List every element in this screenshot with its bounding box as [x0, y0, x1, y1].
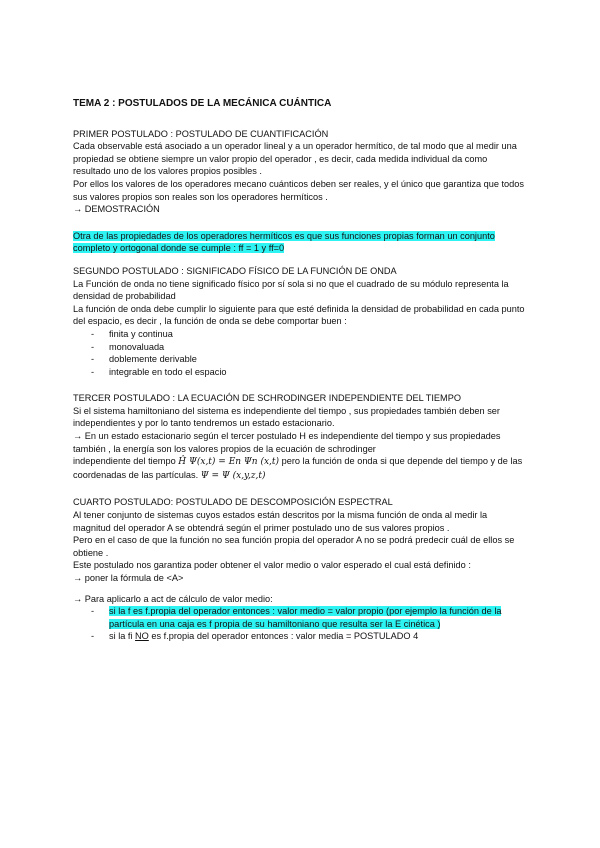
underlined-word: NO — [135, 631, 149, 642]
paragraph: Cada observable está asociado a un operador lineal y a un operador hermítico, de tal modo que al medir una propiedad se obtiene siempre un valor propio del operador , es decir, cada medida individual da como resultado uno de los valores propios posibles . — [73, 141, 517, 177]
arrow-note: → Para aplicarlo a act de cálculo de valor medio: — [73, 593, 273, 604]
paragraph-with-math — [73, 455, 525, 482]
paragraph: La función de onda debe cumplir lo siguiente para que esté definida la densidad de probabilidad en cada punto del espacio, es decir , la función de onda se debe comportar buen : — [73, 303, 525, 327]
bullet-list — [73, 328, 525, 378]
paragraph: → En un estado estacionario según el tercer postulado H es independiente del tiempo y sus propiedades también , la energía son los valores propios de la ecuación de schrodinger — [73, 431, 501, 454]
text-fragment: si la fi — [109, 631, 136, 642]
list-item: - doblemente derivable — [73, 353, 525, 366]
paragraph: Al tener conjunto de sistemas cuyos estados están descritos por la misma función de onda al medir la magnitud del operador A se obtendrá según el primer postulado uno de sus valores propios . — [73, 510, 488, 533]
paragraph: La Función de onda no tiene significado físico por sí sola si no que el cuadrado de su módulo representa la densidad de probabilidad — [73, 278, 509, 302]
document-page — [73, 98, 525, 653]
paragraph: Por ellos los valores de los operadores mecano cuánticos deben ser reales, y el único que garantiza que todos sus valores propios son reales son los operadores hermíticos . — [73, 178, 524, 202]
paragraph: Pero en el caso de que la función no sea función propia del operador A no se podrá predecir cuál de ellos se obtiene . — [73, 535, 515, 558]
paragraph: Este postulado nos garantiza poder obtener el valor medio o valor esperado el cual está definido : — [73, 560, 471, 571]
wavefunction-expression: Ψ = Ψ (x,y,z,t) — [200, 470, 266, 481]
page-title: TEMA 2 : POSTULADOS DE LA MECÁNICA CUÁNTICA — [73, 98, 332, 109]
section-segundo-postulado — [73, 265, 525, 378]
text-fragment: es f.propia del operador entonces : valor media = POSTULADO 4 — [148, 631, 419, 642]
list-item — [73, 630, 525, 643]
highlighted-note — [73, 230, 525, 255]
bullet-list — [73, 605, 525, 643]
section-heading: CUARTO POSTULADO: POSTULADO DE DESCOMPOSICIÓN ESPECTRAL — [73, 497, 393, 508]
section-primer-postulado — [73, 128, 525, 216]
section-cuarto-postulado — [73, 496, 525, 643]
highlighted-text: Otra de las propiedades de los operadores hermíticos es que sus funciones propias forman un conjunto completo y ortogonal donde se cumple : ff = 1 y ff=0 — [73, 230, 495, 254]
schrodinger-equation: Ĥ Ψ(x,t) = En Ψn (x,t) — [178, 457, 280, 468]
list-item: - integrable en todo el espacio — [73, 366, 525, 379]
text-fragment: pero la función de onda si que depende del tiempo y de las coordenadas de las partículas. — [73, 456, 523, 480]
list-item: - finita y continua — [73, 328, 525, 341]
arrow-note: → DEMOSTRACIÓN — [73, 204, 160, 215]
arrow-note: → poner la fórmula de <A> — [73, 573, 184, 583]
section-heading: PRIMER POSTULADO : POSTULADO DE CUANTIFICACIÓN — [73, 128, 329, 139]
section-heading: SEGUNDO POSTULADO : SIGNIFICADO FÍSICO DE LA FUNCIÓN DE ONDA — [73, 265, 397, 276]
list-item: - monovaluada — [73, 341, 525, 354]
list-item — [73, 605, 525, 630]
text-fragment: independiente del tiempo — [73, 456, 176, 467]
section-tercer-postulado — [73, 392, 525, 482]
paragraph: Si el sistema hamiltoniano del sistema es independiente del tiempo , sus propiedades también deben ser independientes y por lo tanto tendremos un estado estacionario. — [73, 405, 500, 429]
section-heading: TERCER POSTULADO : LA ECUACIÓN DE SCHRODINGER INDEPENDIENTE DEL TIEMPO — [73, 393, 461, 404]
highlighted-text: si la f es f.propia del operador entonces : valor medio = valor propio (por ejemplo la función de la partícula en una caja es f propia de su hamiltoniano que resulta ser la E cinética ) — [109, 606, 502, 629]
